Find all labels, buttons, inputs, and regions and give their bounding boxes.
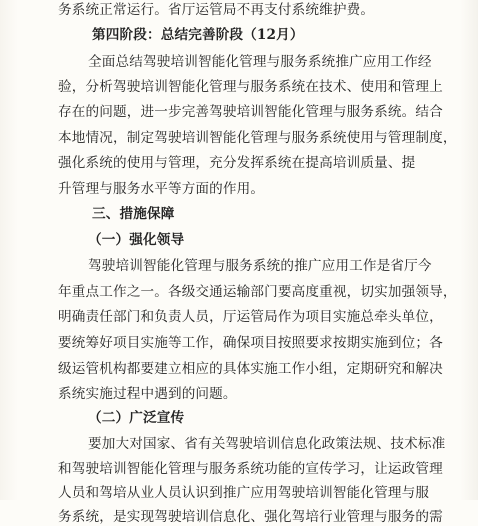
paragraph-line: 存在的问题，进一步完善驾驶培训智能化管理与服务系统。结合 xyxy=(58,104,443,120)
phase-heading: 第四阶段：总结完善阶段（12月） xyxy=(92,27,304,43)
paragraph-line: 系统实施过程中遇到的问题。 xyxy=(58,386,237,402)
paragraph-line: 要统筹好项目实施等工作，确保项目按照要求按期实施到位；各 xyxy=(58,335,443,351)
paragraph-line: 本地情况，制定驾驶培训智能化管理与服务系统使用与管理制度， xyxy=(58,130,457,146)
paragraph-line: 级运管机构都要建立相应的具体实施工作小组，定期研究和解决 xyxy=(58,361,443,377)
paragraph-line: 年重点工作之一。各级交通运输部门要高度重视，切实加强领导， xyxy=(58,284,457,300)
paragraph-line: 升管理与服务水平等方面的作用。 xyxy=(58,181,265,197)
section-heading: 三、措施保障 xyxy=(92,206,175,222)
subsection-heading: （二）广泛宣传 xyxy=(88,410,185,426)
paragraph-line: 强化系统的使用与管理，充分发挥系统在提高培训质量、提 xyxy=(58,155,416,171)
paragraph-line: 人员和驾培从业人员认识到推广应用驾驶培训智能化管理与服 xyxy=(58,485,430,501)
paragraph-line: 验，分析驾驶培训智能化管理与服务系统在技术、使用和管理上 xyxy=(58,79,443,95)
paragraph-line: 驾驶培训智能化管理与服务系统的推广应用工作是省厅今 xyxy=(88,258,432,274)
paragraph-line: 务系统，是实现驾驶培训信息化、强化驾培行业管理与服务的需 xyxy=(58,509,443,525)
paragraph-line: 要加大对国家、省有关驾驶培训信息化政策法规、技术标准 xyxy=(88,436,446,452)
subsection-heading: （一）强化领导 xyxy=(88,232,185,248)
text-line: 务系统正常运行。省厅运管局不再支付系统维护费。 xyxy=(58,2,375,18)
paragraph-line: 明确责任部门和负责人员，厅运管局作为项目实施总牵头单位， xyxy=(58,309,443,325)
paragraph-line: 和驾驶培训智能化管理与服务系统功能的宣传学习，让运政管理 xyxy=(58,461,443,477)
paragraph-line: 全面总结驾驶培训智能化管理与服务系统推广应用工作经 xyxy=(88,54,432,70)
